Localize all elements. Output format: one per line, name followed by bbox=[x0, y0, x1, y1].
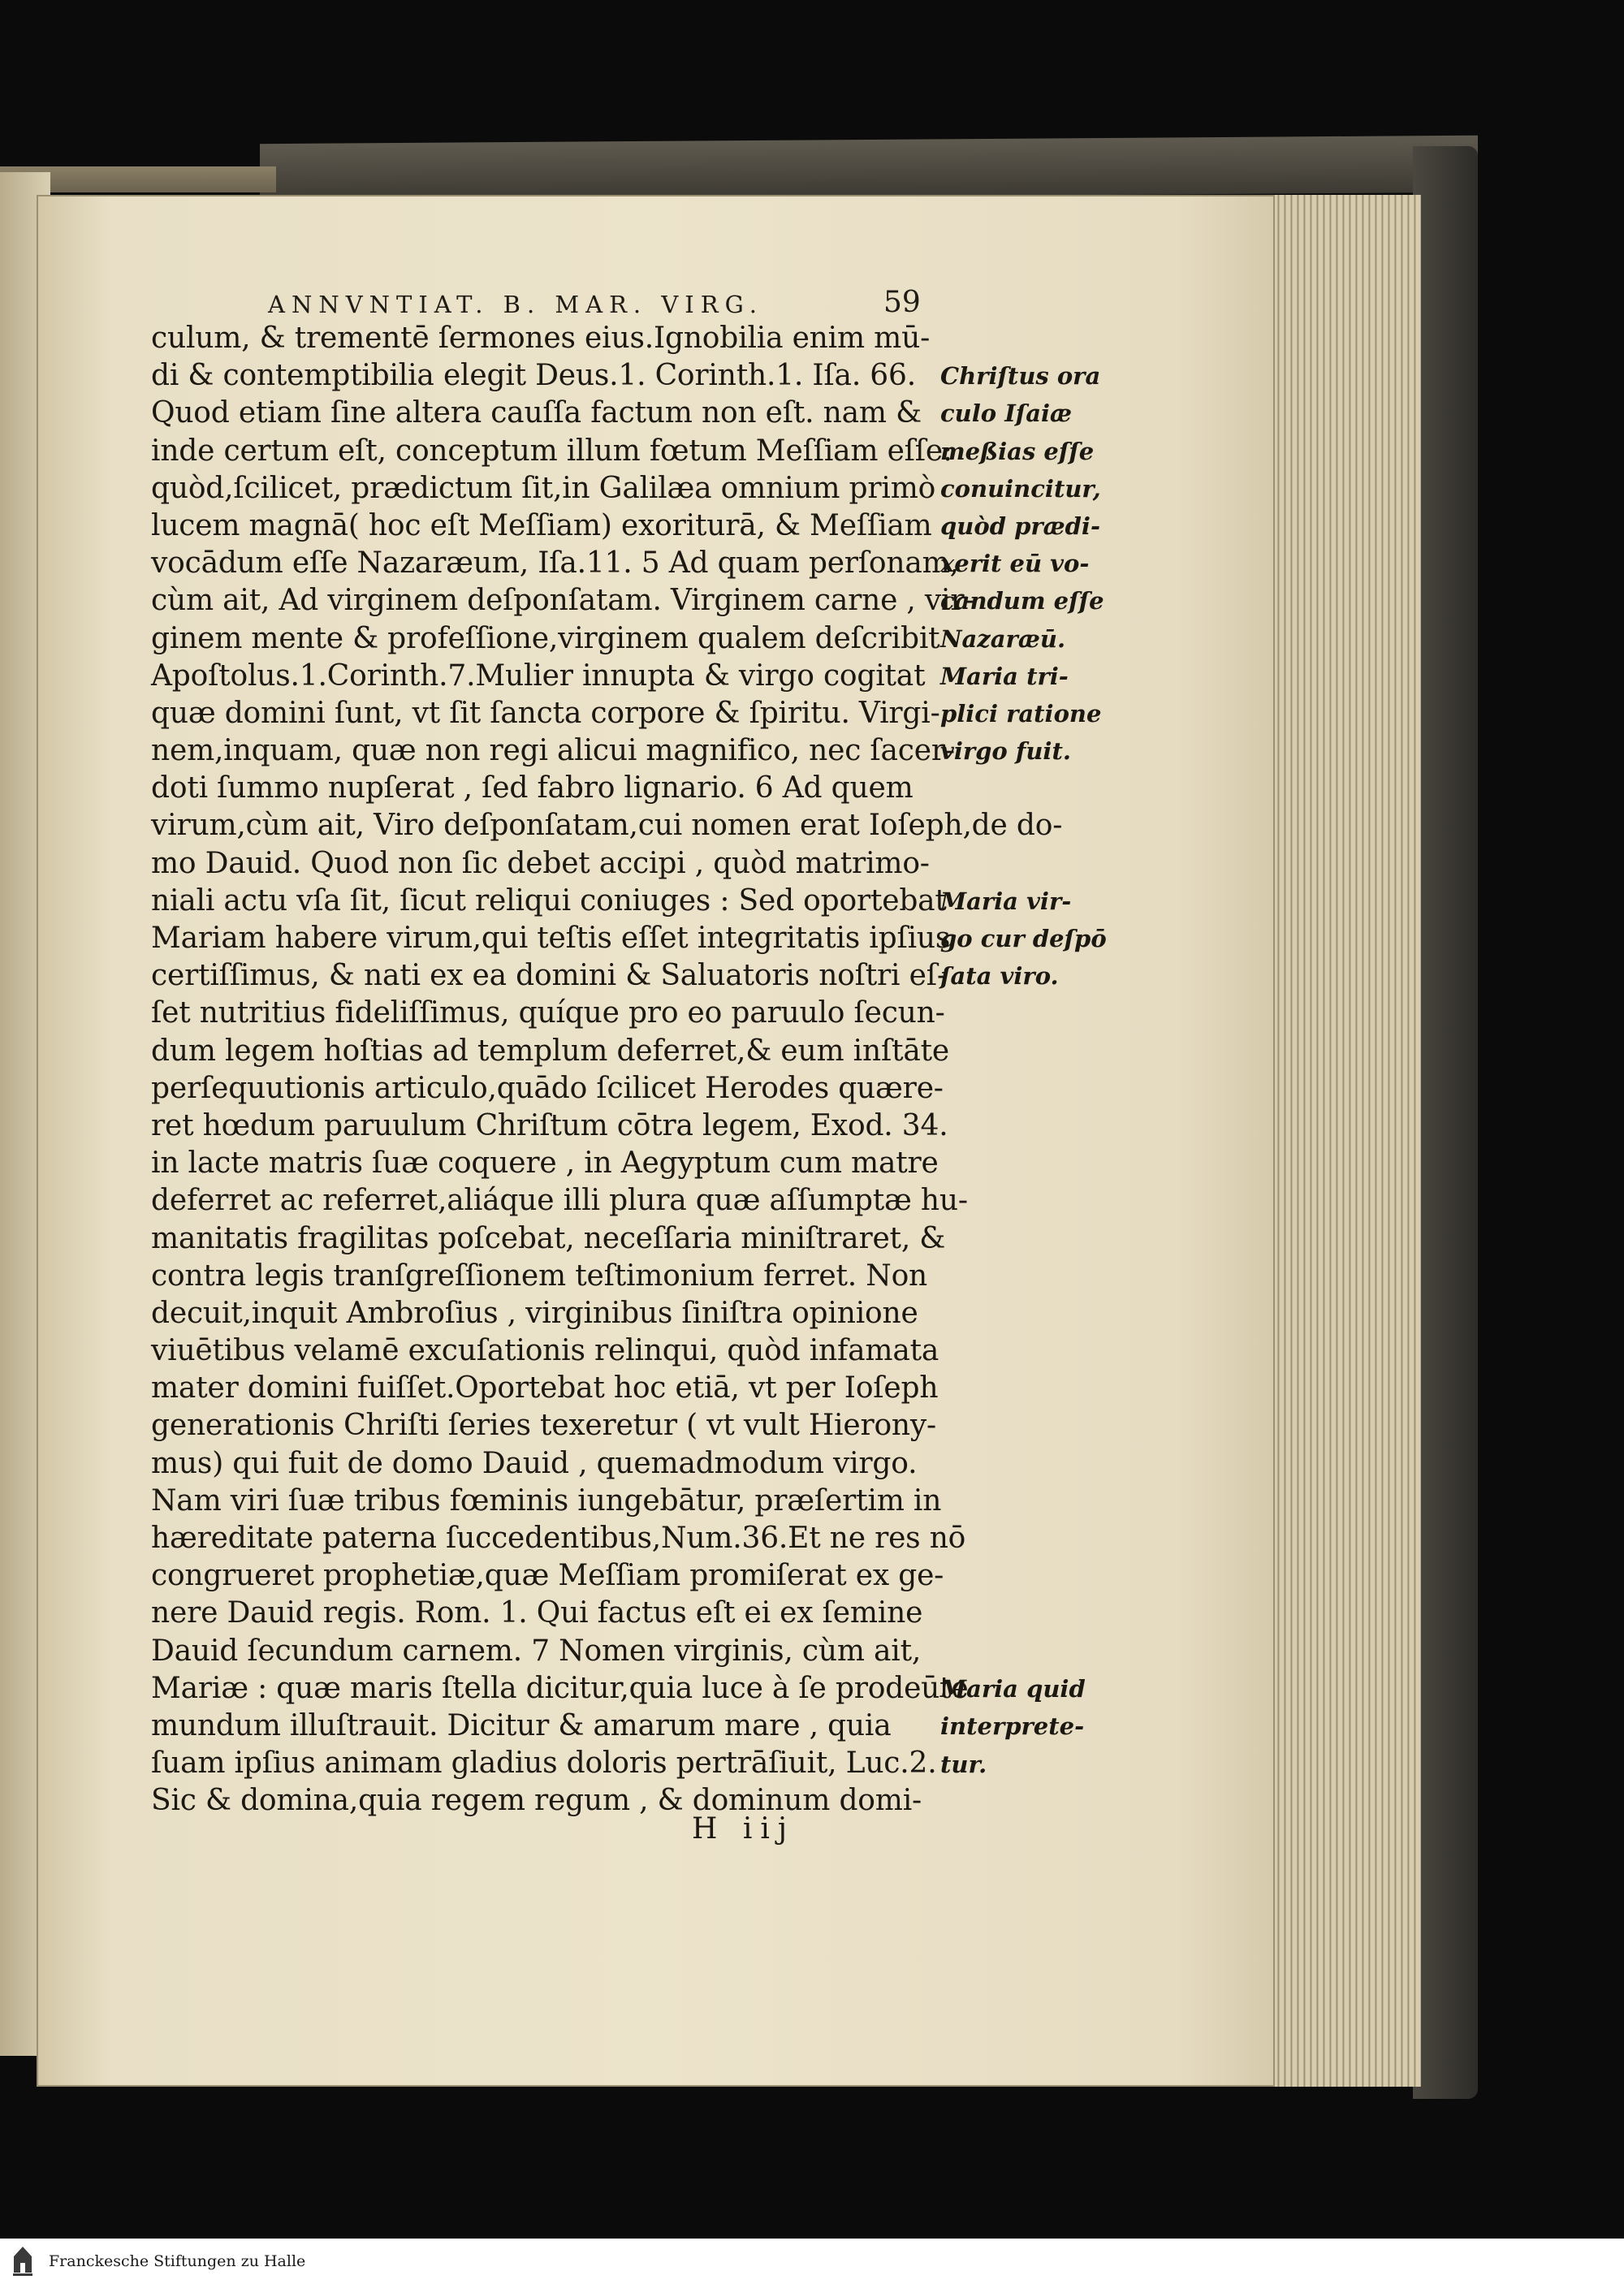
text-line: Nam viri ſuæ tribus fœminis iungebātur, præſertim in bbox=[151, 1483, 942, 1518]
text-line: doti ſummo nupſerat , ſed fabro lignario. 6 Ad quem bbox=[151, 771, 914, 805]
text-line: nere Dauid regis. Rom. 1. Qui factus eſt ei ex ſemine bbox=[151, 1596, 923, 1630]
text-line: Apoſtolus.1.Corinth.7.Mulier innupta & virgo cogitat bbox=[151, 658, 926, 693]
marginal-note-line: Maria tri- bbox=[940, 662, 1069, 690]
text-line: nem,inquam, quæ non regi alicui magnifico, nec ſacer- bbox=[151, 734, 955, 768]
marginal-note bbox=[940, 883, 1119, 995]
text-line: Dauid ſecundum carnem. 7 Nomen virginis, cùm ait, bbox=[151, 1634, 922, 1668]
text-line: Mariam habere virum,qui teſtis eſſet integritatis ipſius bbox=[151, 922, 951, 955]
text-line: ſet nutritius fideliſſimus, quíque pro eo paruulo ſecun- bbox=[151, 996, 945, 1030]
marginal-note-line: virgo fuit. bbox=[940, 737, 1071, 766]
text-line: deferret ac referret,aliáque illi plura quæ aſſumptæ hu- bbox=[151, 1184, 968, 1218]
text-line: perſequutionis articulo,quādo ſcilicet Herodes quære- bbox=[151, 1071, 944, 1105]
text-line: vocādum eſſe Nazaræum, Iſa.11. 5 Ad quam perſonam, bbox=[151, 546, 959, 581]
text-line: Quod etiam ſine altera cauſſa factum non eſt. nam & bbox=[151, 396, 922, 430]
text-line: cùm ait, Ad virginem deſponſatam. Virginem carne , vir- bbox=[151, 584, 974, 618]
footer-attribution: Franckesche Stiftungen zu Halle bbox=[49, 2252, 306, 2270]
marginal-note-line: go cur deſpō bbox=[940, 925, 1107, 953]
marginal-note-line: plici ratione bbox=[940, 699, 1102, 728]
text-line: quæ domini ſunt, vt ſit ſancta corpore & ſpiritu. Virgi- bbox=[151, 696, 940, 730]
text-line: dum legem hoſtias ad templum deferret,& eum inſtāte bbox=[151, 1034, 949, 1068]
marginal-note-line: Maria vir- bbox=[940, 887, 1072, 915]
text-line: mundum illuſtrauit. Dicitur & amarum mare , quia bbox=[151, 1708, 892, 1742]
marginal-note-line: Chriſtus ora bbox=[940, 362, 1101, 391]
marginal-note-line: Maria quid bbox=[940, 1675, 1086, 1703]
marginal-note-line: xerit eū vo- bbox=[940, 550, 1090, 578]
marginal-note-line: candum eſſe bbox=[940, 587, 1104, 615]
text-line: di & contemptibilia elegit Deus.1. Corinth.1. Iſa. 66. bbox=[151, 359, 916, 393]
text-line: manitatis fragilitas poſcebat, neceſſaria miniſtraret, & bbox=[151, 1221, 946, 1255]
marginal-note-line: tur. bbox=[940, 1750, 987, 1778]
marginal-note-line: interprete- bbox=[940, 1712, 1085, 1741]
marginal-note-line: Nazaræū. bbox=[940, 624, 1066, 653]
page-block-edges bbox=[1267, 195, 1421, 2087]
text-line: virum,cùm ait, Viro deſponſatam,cui nomen erat Ioſeph,de do- bbox=[151, 809, 1063, 843]
text-line: decuit,inquit Ambroſius , virginibus ſiniſtra opinione bbox=[151, 1296, 918, 1330]
text-line: Sic & domina,quia regem regum , & dominum domi- bbox=[151, 1784, 922, 1818]
text-line: ret hœdum paruulum Chriſtum cōtra legem, Exod. 34. bbox=[151, 1108, 948, 1142]
running-head: ANNVNTIAT. B. MAR. VIRG. bbox=[268, 291, 763, 318]
footer-bar bbox=[0, 2239, 1624, 2284]
text-line: contra legis tranſgreſſionem teſtimonium ferret. Non bbox=[151, 1259, 928, 1293]
marginal-note-line: ſata viro. bbox=[940, 962, 1059, 991]
text-line: lucem magnā( hoc eſt Meſſiam) exoriturā, & Meſſiam bbox=[151, 508, 932, 542]
signature-mark: H iij bbox=[692, 1812, 796, 1846]
marginal-note bbox=[940, 1670, 1119, 1783]
text-line: culum, & trementē ſermones eius.Ignobilia enim mū- bbox=[151, 322, 931, 355]
marginal-note-line: conuincitur, bbox=[940, 474, 1101, 503]
text-line: ſuam ipſius animam gladius doloris pertrāſiuit, Luc.2. bbox=[151, 1746, 937, 1781]
text-line: congrueret prophetiæ,quæ Meſſiam promiſerat ex ge- bbox=[151, 1559, 944, 1593]
marginal-note-line: culo Iſaiæ bbox=[940, 399, 1073, 428]
text-line: inde certum eſt, conceptum illum fœtum Meſſiam eſſe: bbox=[151, 434, 952, 468]
text-line: certiſſimus, & nati ex ea domini & Saluatoris noſtri eſ- bbox=[151, 959, 947, 993]
text-line: viuētibus velamē excuſationis relinqui, quòd infamata bbox=[151, 1334, 939, 1368]
foundation-logo-icon bbox=[8, 2243, 37, 2279]
text-line: ginem mente & profeſſione,virginem qualem deſcribit bbox=[151, 621, 940, 655]
text-line: in lacte matris ſuæ coquere , in Aegyptum cum matre bbox=[151, 1146, 939, 1181]
text-line: Mariæ : quæ maris ſtella dicitur,quia luce à ſe prodeūte bbox=[151, 1671, 969, 1705]
text-line: mus) qui fuit de domo Dauid , quemadmodum virgo. bbox=[151, 1446, 918, 1480]
text-line: quòd,ſcilicet, prædictum ſit,in Galilæa omnium primò bbox=[151, 471, 936, 505]
text-line: mo Dauid. Quod non ſic debet accipi , quòd matrimo- bbox=[151, 846, 930, 880]
marginal-note-line: meßias eſſe bbox=[940, 437, 1095, 465]
book-cover-right bbox=[1413, 146, 1478, 2099]
text-line: generationis Chriſti ſeries texeretur ( vt vult Hierony- bbox=[151, 1409, 937, 1443]
marginal-note bbox=[940, 357, 1119, 770]
text-line: hæreditate paterna ſuccedentibus,Num.36.Et ne res nō bbox=[151, 1522, 966, 1555]
page-number: 59 bbox=[883, 286, 921, 319]
marginal-note-line: quòd prædi- bbox=[940, 512, 1100, 540]
text-line: mater domini fuiſſet.Oportebat hoc etiā, vt per Ioſeph bbox=[151, 1371, 939, 1405]
book-cover-top bbox=[260, 136, 1478, 201]
text-line: niali actu vſa ſit, ſicut reliqui coniuges : Sed oportebat bbox=[151, 883, 947, 917]
